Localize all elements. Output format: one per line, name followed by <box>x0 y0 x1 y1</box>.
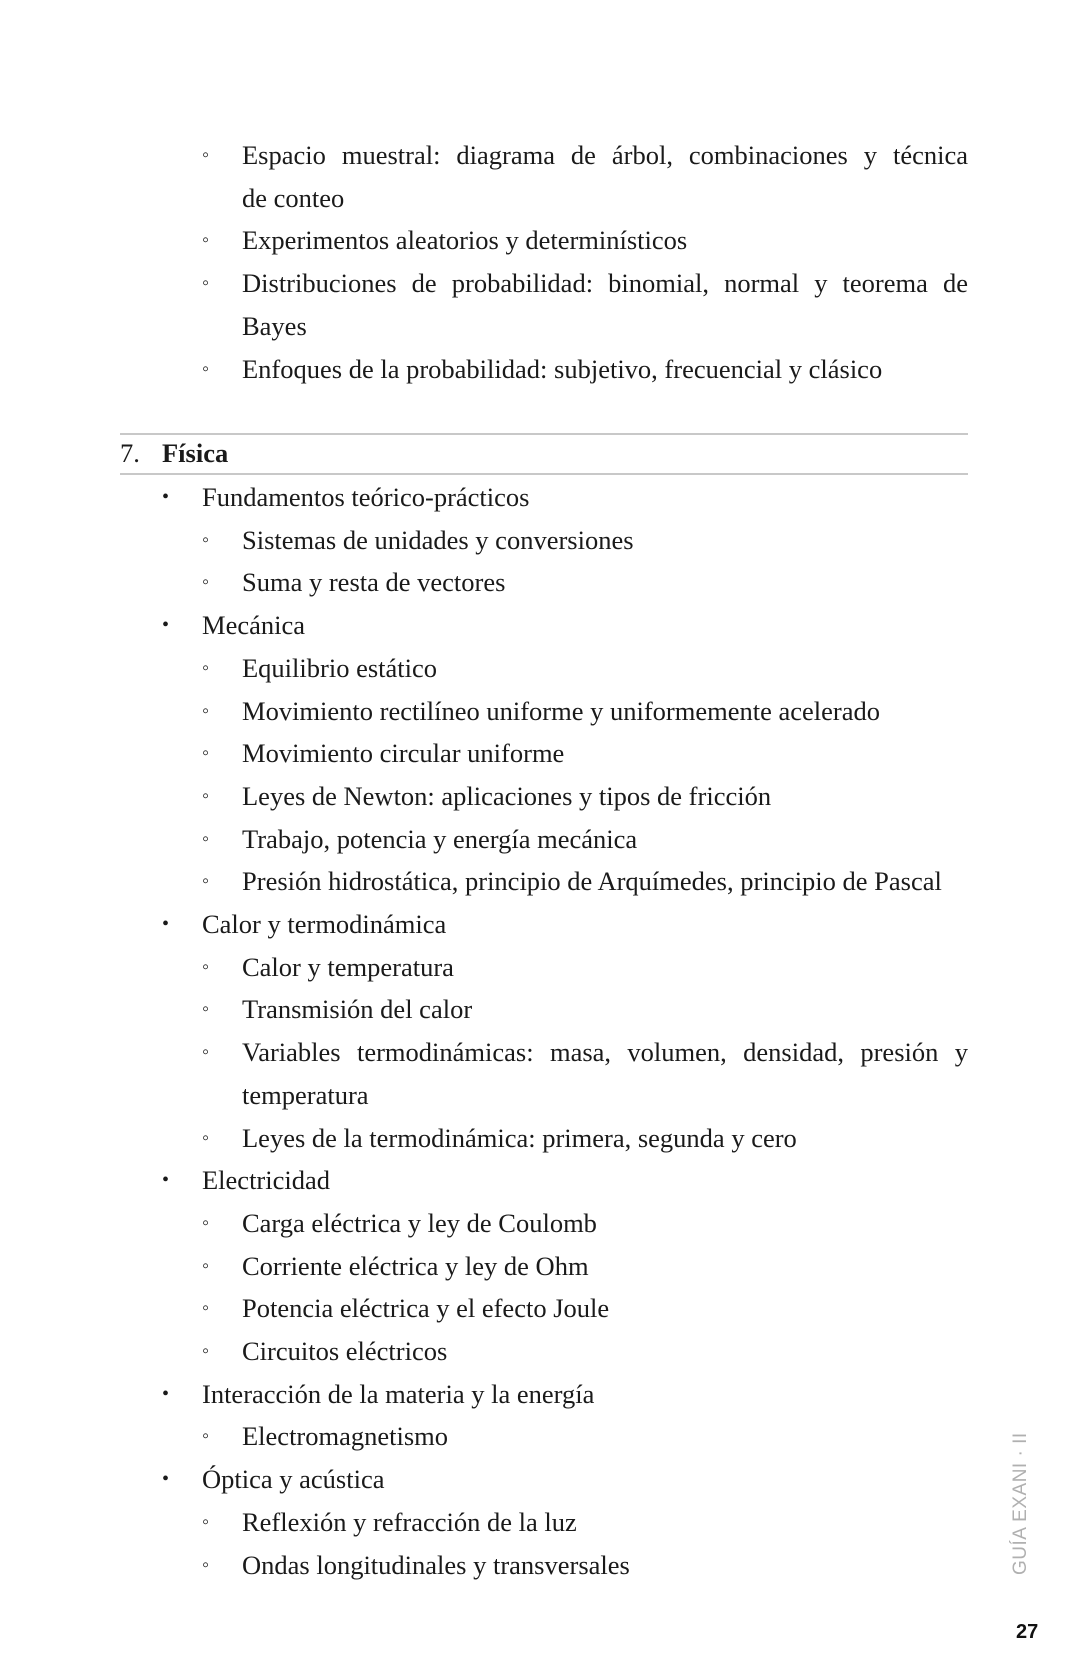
subtopic-text: Movimiento circular uniforme <box>242 738 565 769</box>
sub-bullet-icon: ◦ <box>202 1510 210 1533</box>
topic-label: Mecánica <box>202 610 305 641</box>
sub-bullet-icon: ◦ <box>202 229 210 252</box>
sub-bullet-icon: ◦ <box>202 1041 210 1064</box>
sub-bullet-icon: ◦ <box>202 528 210 551</box>
sub-bullet-icon: ◦ <box>202 870 210 893</box>
topic-label: Óptica y acústica <box>202 1464 385 1495</box>
sub-bullet-icon: ◦ <box>202 1297 210 1320</box>
subtopic-text: Carga eléctrica y ley de Coulomb <box>242 1207 597 1238</box>
sub-bullet-icon: ◦ <box>202 272 210 295</box>
topic-label: Electricidad <box>202 1165 331 1196</box>
sub-bullet-icon: ◦ <box>202 571 210 594</box>
sub-bullet-icon: ◦ <box>202 1340 210 1362</box>
topic-label: Fundamentos teórico-prácticos <box>202 482 530 512</box>
list-item-text: Experimentos aleatorios y determinísticos <box>242 225 688 256</box>
subtopic-text: Leyes de la termodinámica: primera, segunda y cero <box>242 1122 797 1153</box>
list-item-text: Espacio muestral: diagrama de árbol, combinaciones y técnica <box>242 140 968 170</box>
topic-bullet-icon: • <box>162 614 170 637</box>
subtopic-text: Leyes de Newton: aplicaciones y tipos de fricción <box>242 780 772 811</box>
sub-bullet-icon: ◦ <box>202 1553 210 1576</box>
topic-bullet-icon: • <box>162 1169 170 1192</box>
topic-bullet-icon: • <box>162 486 170 508</box>
subtopic-text: Suma y resta de vectores <box>242 567 506 598</box>
topic-label: Interacción de la materia y la energía <box>202 1378 595 1409</box>
subtopic-text: Circuitos eléctricos <box>242 1336 448 1366</box>
subtopic-text: Sistemas de unidades y conversiones <box>242 524 634 555</box>
sub-bullet-icon: ◦ <box>202 784 210 807</box>
guide-side-label: GUÍA EXANI · II <box>1010 1432 1031 1575</box>
sub-bullet-icon: ◦ <box>202 998 210 1021</box>
sub-bullet-icon: ◦ <box>202 1425 210 1448</box>
subtopic-text: Ondas longitudinales y transversales <box>242 1549 630 1580</box>
sub-bullet-icon: ◦ <box>202 357 210 380</box>
sub-bullet-icon: ◦ <box>202 144 210 166</box>
sub-bullet-icon: ◦ <box>202 1211 210 1234</box>
sub-bullet-icon: ◦ <box>202 699 210 722</box>
subtopic-text: Corriente eléctrica y ley de Ohm <box>242 1250 589 1281</box>
topic-bullet-icon: • <box>162 1382 170 1405</box>
subtopic-text: Calor y temperatura <box>242 951 454 982</box>
section-bottom-rule <box>120 473 968 475</box>
topic-bullet-icon: • <box>162 1468 170 1491</box>
section-top-rule <box>120 433 968 435</box>
list-item-text: Distribuciones de probabilidad: binomial, normal y teorema de <box>242 268 968 299</box>
subtopic-text: Variables termodinámicas: masa, volumen, densidad, presión y <box>242 1037 968 1068</box>
topic-label: Calor y termodinámica <box>202 909 447 939</box>
sub-bullet-icon: ◦ <box>202 955 210 978</box>
subtopic-text: Transmisión del calor <box>242 994 473 1025</box>
page-number: 27 <box>1016 1621 1039 1643</box>
topic-bullet-icon: • <box>162 913 170 935</box>
subtopic-text: Potencia eléctrica y el efecto Joule <box>242 1293 610 1324</box>
subtopic-text: Reflexión y refracción de la luz <box>242 1506 577 1537</box>
section-title: Física <box>162 438 229 468</box>
list-item-text: de conteo <box>242 182 345 213</box>
section-number: 7. <box>120 438 140 468</box>
subtopic-text: Presión hidrostática, principio de Arquímedes, principio de Pascal <box>242 866 942 897</box>
subtopic-text: Trabajo, potencia y energía mecánica <box>242 823 638 854</box>
subtopic-text: Electromagnetismo <box>242 1421 449 1452</box>
list-item-text: Bayes <box>242 310 307 341</box>
subtopic-text: Movimiento rectilíneo uniforme y uniformemente acelerado <box>242 695 880 726</box>
list-item-text: Enfoques de la probabilidad: subjetivo, frecuencial y clásico <box>242 353 883 384</box>
subtopic-text: Equilibrio estático <box>242 652 438 683</box>
sub-bullet-icon: ◦ <box>202 1254 210 1277</box>
subtopic-text: temperatura <box>242 1079 369 1110</box>
sub-bullet-icon: ◦ <box>202 742 210 765</box>
sub-bullet-icon: ◦ <box>202 827 210 850</box>
sub-bullet-icon: ◦ <box>202 1126 210 1149</box>
sub-bullet-icon: ◦ <box>202 656 210 679</box>
